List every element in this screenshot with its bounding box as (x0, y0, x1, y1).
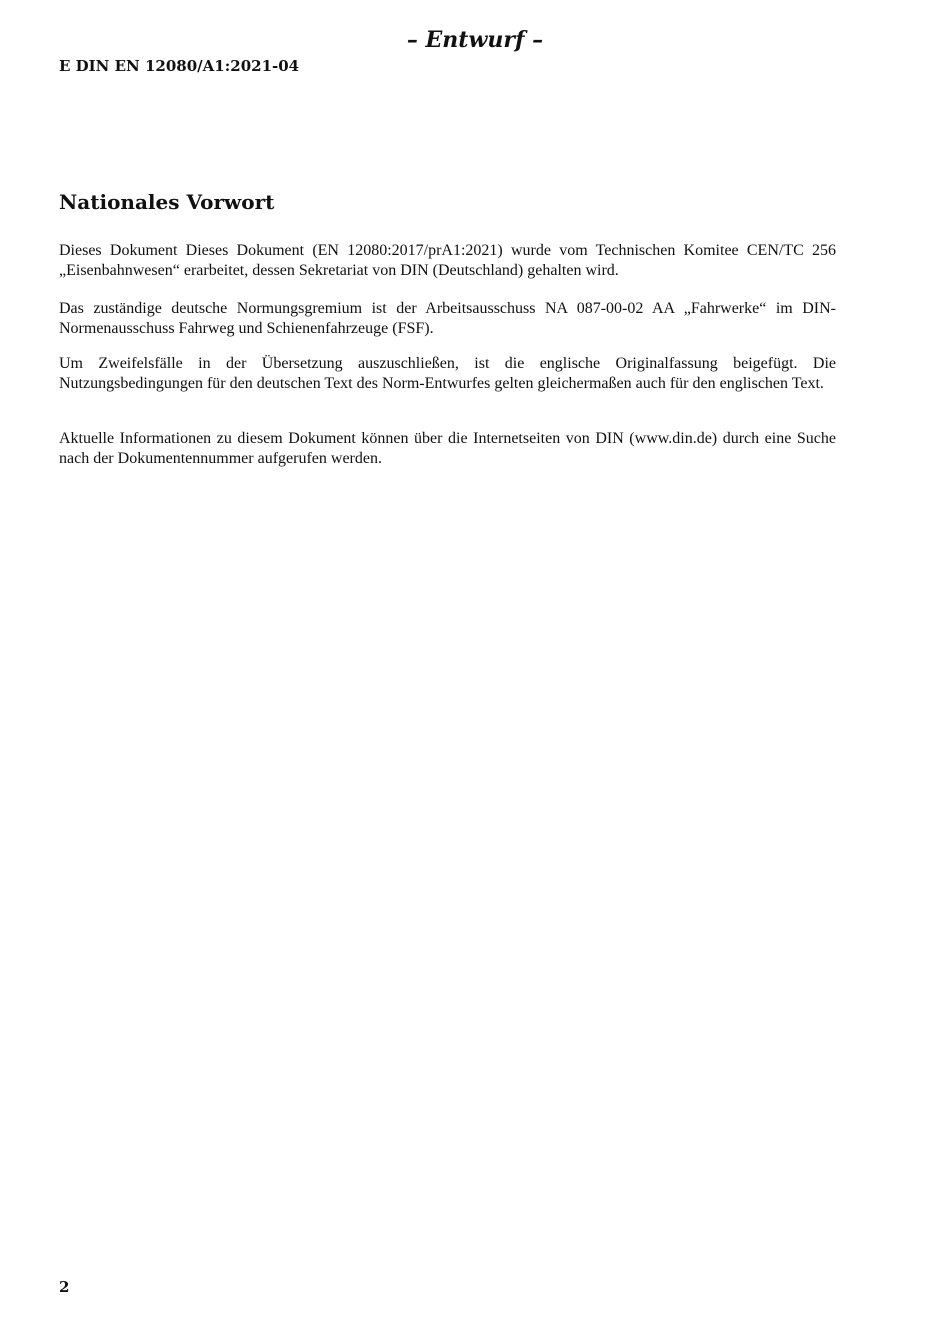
page-number: 2 (59, 1278, 70, 1296)
paragraph-information: Aktuelle Informationen zu diesem Dokument können über die Internetseiten von DIN (www.din.de) durch eine Suche nach der Dokumentennummer aufgerufen werden. (59, 430, 836, 467)
paragraph-translation: Um Zweifelsfälle in der Übersetzung auszuschließen, ist die englische Originalfassung beigefügt. Die Nutzungsbedingungen für den deutschen Text des Norm-Entwurfes gelten gleichermaßen auch für den englischen Text. (59, 355, 836, 392)
draft-label: – Entwurf – (406, 27, 544, 53)
paragraph-national-body: Das zuständige deutsche Normungsgremium ist der Arbeitsausschuss NA 087-00-02 AA „Fahrwerke“ im DIN-Normenausschuss Fahrweg und Schienenfahrzeuge (FSF). (59, 300, 836, 337)
section-title: Nationales Vorwort (59, 190, 275, 214)
paragraph-committee: Dieses Dokument Dieses Dokument (EN 12080:2017/prA1:2021) wurde vom Technischen Komitee CEN/TC 256 „Eisenbahnwesen“ erarbeitet, dessen Sekretariat von DIN (Deutschland) gehalten wird. (59, 242, 836, 279)
document-id: E DIN EN 12080/A1:2021-04 (59, 57, 300, 75)
